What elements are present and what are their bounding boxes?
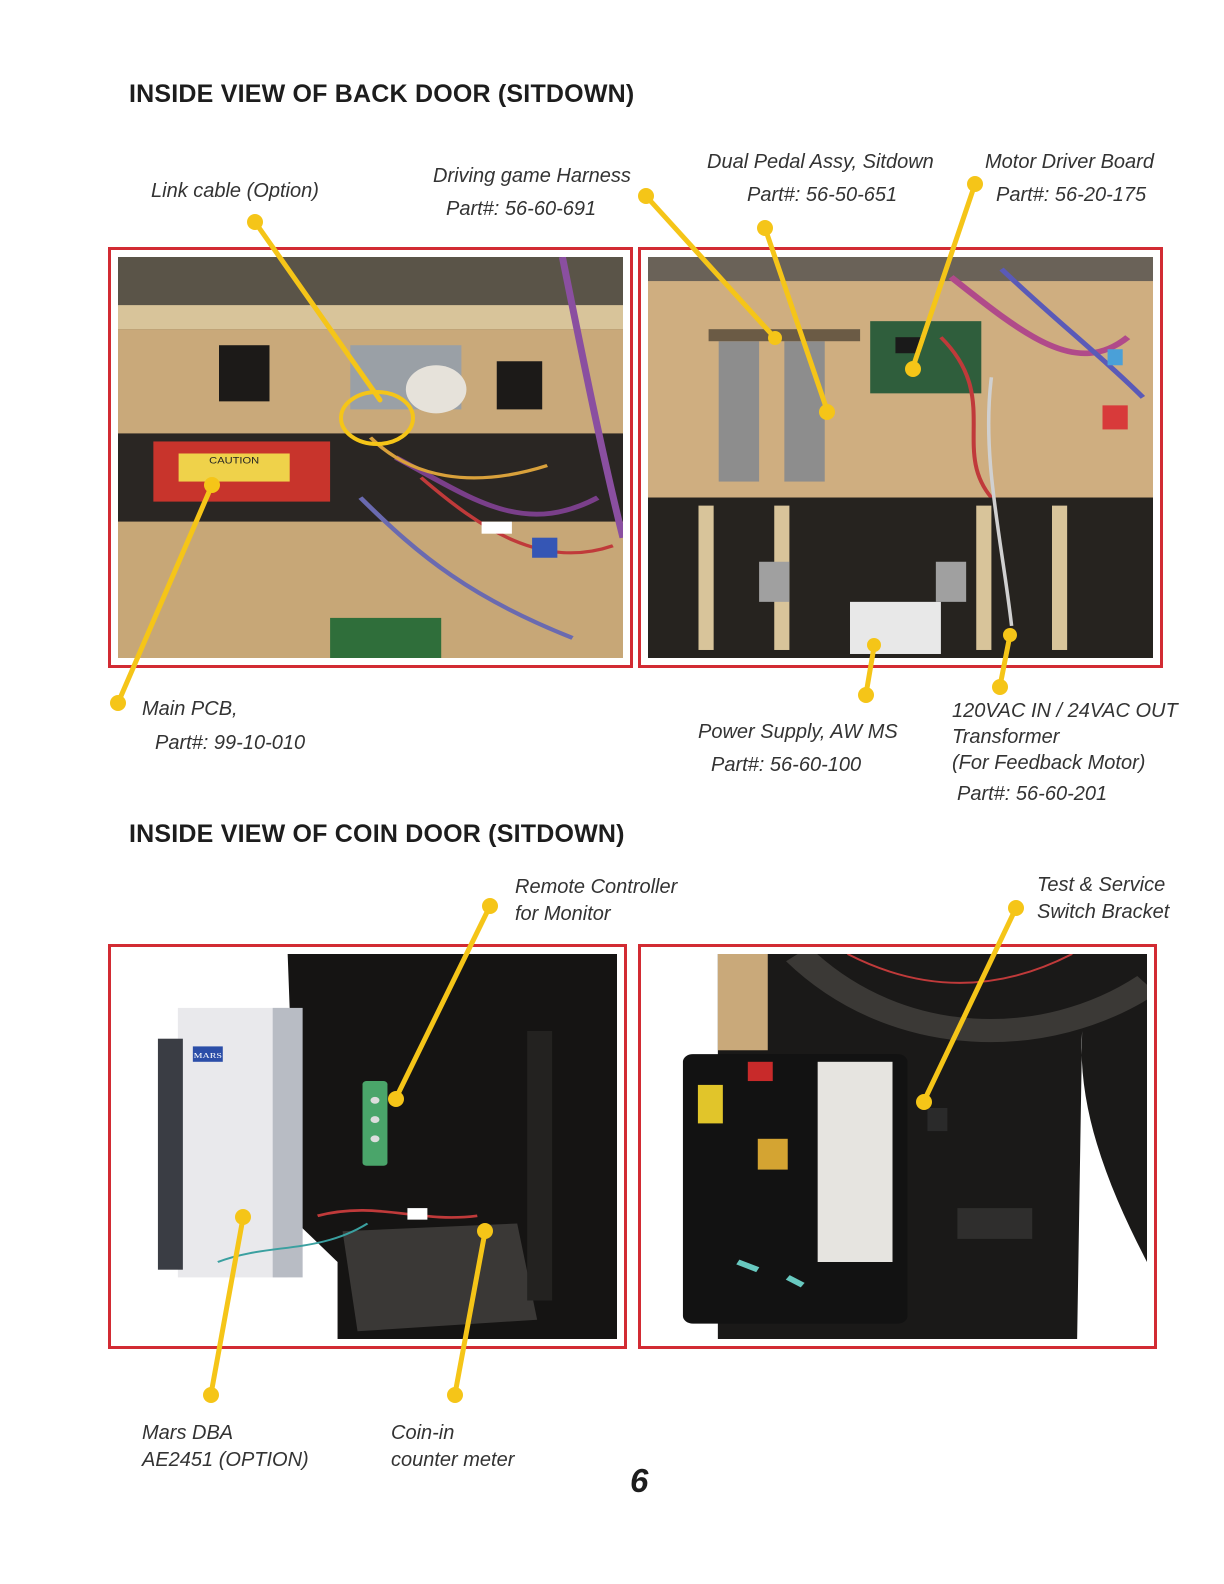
- label-coin-counter: [391, 1420, 514, 1474]
- label-motor-driver: [985, 146, 1154, 212]
- label-dual-pedal: [707, 146, 934, 212]
- label-transformer-line2: Transformer: [952, 726, 1060, 748]
- callout-dot-coin-counter: [447, 1387, 463, 1403]
- callout-dot-link-cable: [247, 214, 263, 230]
- label-power-supply-name: Power Supply, AW MS: [698, 721, 898, 743]
- callout-dot-mars-dba: [203, 1387, 219, 1403]
- photo-coin-door-left: [118, 954, 617, 1339]
- callout-dot-remote-controller: [482, 898, 498, 914]
- label-driving-harness-name: Driving game Harness: [433, 165, 631, 187]
- label-coin-counter-line1: Coin-in: [391, 1422, 455, 1444]
- caution-label-text: CAUTION: [209, 456, 260, 467]
- label-remote-controller-line1: Remote Controller: [515, 876, 678, 898]
- label-mars-dba-line1: Mars DBA: [142, 1422, 234, 1444]
- label-transformer-line1: 120VAC IN / 24VAC OUT: [952, 700, 1178, 722]
- callout-dot-test-service: [1008, 900, 1024, 916]
- section-title-coin-door: INSIDE VIEW OF COIN DOOR (SITDOWN): [129, 820, 625, 848]
- photo-back-door-left: [118, 257, 623, 658]
- label-main-pcb: [142, 692, 305, 760]
- label-power-supply: [698, 716, 898, 782]
- label-mars-dba-line2: AE2451 (OPTION): [142, 1449, 309, 1471]
- label-link-cable: [151, 178, 319, 205]
- label-dual-pedal-part: Part#: 56-50-651: [747, 184, 898, 206]
- label-mars-dba: [142, 1420, 309, 1474]
- photo-back-door-right: [648, 257, 1153, 658]
- callout-dot-driving-harness: [638, 188, 654, 204]
- page-number: 6: [630, 1462, 649, 1499]
- label-transformer: [952, 698, 1178, 807]
- label-test-service-line2: Switch Bracket: [1037, 901, 1170, 923]
- photo-coin-door-right: [648, 954, 1147, 1339]
- label-transformer-line3: (For Feedback Motor): [952, 752, 1146, 774]
- label-driving-harness: [433, 160, 631, 226]
- label-link-cable-name: Link cable (Option): [151, 180, 319, 202]
- callout-dot-power-supply: [858, 687, 874, 703]
- photo-frame-back-left: [108, 247, 633, 668]
- label-motor-driver-name: Motor Driver Board: [985, 151, 1154, 173]
- photo-frame-back-right: [638, 247, 1163, 668]
- callout-dot-transformer: [992, 679, 1008, 695]
- label-main-pcb-part: Part#: 99-10-010: [155, 732, 306, 754]
- label-transformer-part: Part#: 56-60-201: [957, 783, 1108, 805]
- label-dual-pedal-name: Dual Pedal Assy, Sitdown: [707, 151, 934, 173]
- callout-dot-dual-pedal: [757, 220, 773, 236]
- label-test-service: [1037, 872, 1169, 926]
- label-power-supply-part: Part#: 56-60-100: [711, 754, 862, 776]
- section-title-back-door: INSIDE VIEW OF BACK DOOR (SITDOWN): [129, 80, 635, 108]
- label-driving-harness-part: Part#: 56-60-691: [446, 198, 597, 220]
- label-motor-driver-part: Part#: 56-20-175: [996, 184, 1147, 206]
- callout-dot-motor-driver: [967, 176, 983, 192]
- callout-dot-main-pcb: [110, 695, 126, 711]
- mars-logo-text: MARS: [193, 1051, 222, 1060]
- label-main-pcb-name: Main PCB,: [142, 698, 238, 720]
- photo-frame-coin-left: [108, 944, 627, 1349]
- label-test-service-line1: Test & Service: [1037, 874, 1166, 896]
- label-remote-controller: [515, 874, 677, 928]
- label-remote-controller-line2: for Monitor: [515, 903, 611, 925]
- photo-frame-coin-right: [638, 944, 1157, 1349]
- label-coin-counter-line2: counter meter: [391, 1449, 515, 1471]
